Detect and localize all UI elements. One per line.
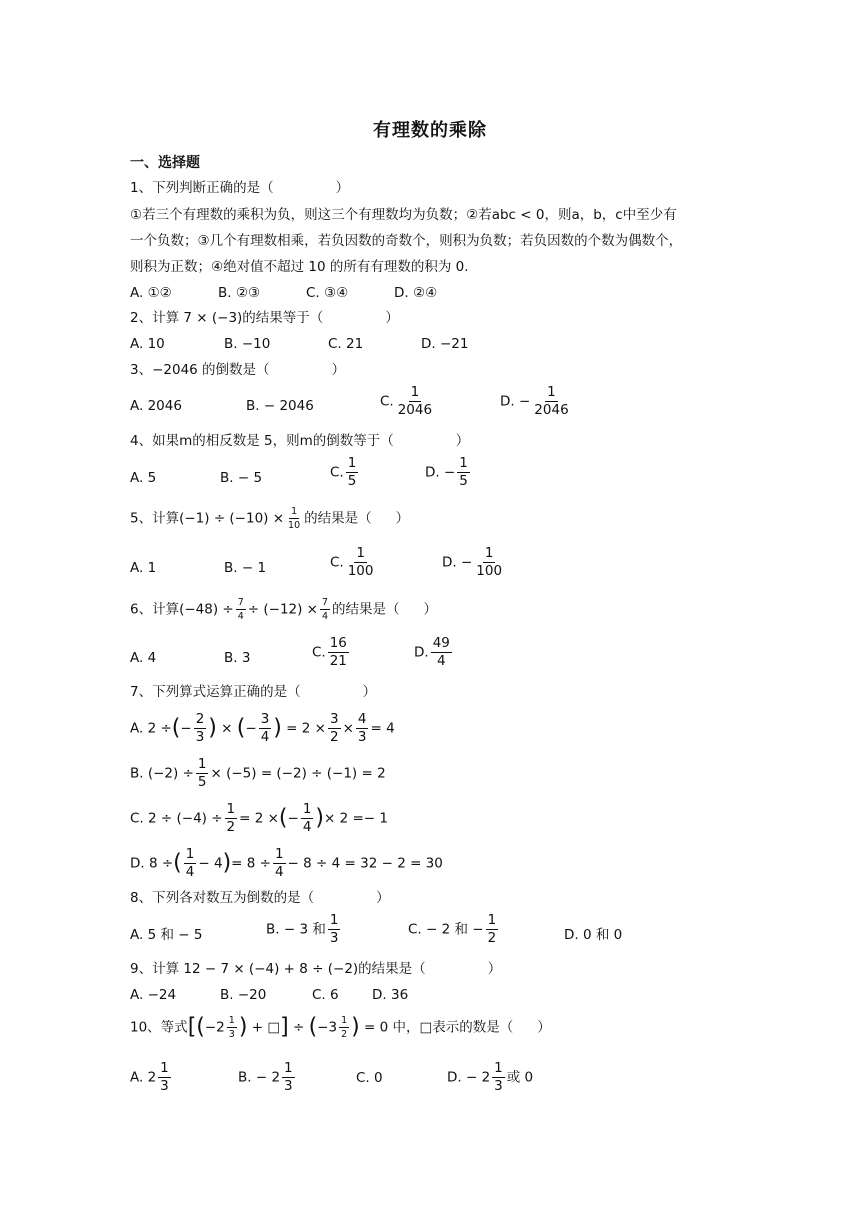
question-6-option-b[interactable]: B. 3 — [224, 650, 251, 666]
question-9-option-c[interactable]: C. 6 — [312, 987, 339, 1003]
question-4-option-a[interactable]: A. 5 — [130, 470, 157, 486]
fraction: $\frac{1}{3}$ — [160, 1060, 169, 1094]
fraction: $\frac{1}{4}$ — [274, 846, 284, 880]
fraction: $\frac{1}{3}$ — [228, 1015, 235, 1040]
question-9-option-a[interactable]: A. −24 — [130, 987, 177, 1003]
question-1-body-line: 则积为正数；④绝对值不超过 10 的所有有理数的积为 0. — [130, 259, 469, 275]
section-heading: 一、选择题 — [130, 155, 200, 171]
question-8-option-d[interactable]: D. 0 和 0 — [564, 927, 623, 943]
question-7-option-c[interactable]: C. 2 ÷ (−4) ÷ $\frac{1}{2}$ = 2 ×(− $\frac{1}{4}$ )× 2 =− 1 — [130, 801, 389, 835]
question-4-option-d[interactable]: D. − $\frac{1}{5}$ — [425, 455, 468, 489]
question-8-option-b[interactable]: B. − 3 和 $\frac{1}{3}$ — [266, 912, 339, 946]
fraction: $\frac{1}{5}$ — [197, 756, 207, 790]
fraction: $\frac{1}{100}$ — [476, 545, 503, 579]
question-7-option-b[interactable]: B. (−2) ÷ $\frac{1}{5}$ × (−5) = (−2) ÷ (−1) = 2 — [130, 756, 386, 790]
question-9-option-b[interactable]: B. −20 — [220, 987, 267, 1003]
question-1-body-line: ①若三个有理数的乘积为负，则这三个有理数均为负数；②若abc < 0，则a，b，c中至少有 — [130, 207, 677, 223]
fraction: $\frac{1}{5}$ — [459, 455, 468, 489]
question-4-stem: 4、如果m的相反数是 5，则m的倒数等于（ ） — [130, 433, 470, 449]
question-7-option-a[interactable]: A. 2 ÷(− $\frac{2}{3}$ ) × (− $\frac{3}{4}$ ) = 2 × $\frac{3}{2}$ × $\frac{4}{3}$ = 4 — [130, 711, 395, 745]
question-10-option-b[interactable]: B. − 2 $\frac{1}{3}$ — [238, 1060, 293, 1094]
question-5-option-b[interactable]: B. − 1 — [224, 560, 267, 576]
question-5-stem: 5、计算(−1) ÷ (−10) × $\frac{1}{10}$ 的结果是（ ） — [130, 506, 410, 531]
fraction: $\frac{1}{3}$ — [284, 1060, 293, 1094]
question-8-option-a[interactable]: A. 5 和 − 5 — [130, 927, 203, 943]
fraction: $\frac{4}{3}$ — [357, 711, 367, 745]
question-8-option-c[interactable]: C. − 2 和 − $\frac{1}{2}$ — [408, 912, 497, 946]
question-3-option-c[interactable]: C. $\frac{1}{2046}$ — [380, 384, 433, 418]
fraction: $\frac{1}{10}$ — [288, 506, 301, 531]
question-5-option-d[interactable]: D. − $\frac{1}{100}$ — [442, 545, 503, 579]
question-2-option-d[interactable]: D. −21 — [421, 336, 469, 352]
fraction: $\frac{1}{2046}$ — [397, 384, 433, 418]
question-4-option-b[interactable]: B. − 5 — [220, 470, 263, 486]
question-2-stem: 2、计算 7 × (−3)的结果等于（ ） — [130, 310, 399, 326]
question-10-option-d[interactable]: D. − 2 $\frac{1}{3}$ 或 0 — [447, 1060, 534, 1094]
question-2-option-a[interactable]: A. 10 — [130, 336, 165, 352]
question-2-option-c[interactable]: C. 21 — [328, 336, 364, 352]
fraction: $\frac{1}{2}$ — [226, 801, 236, 835]
question-1-stem: 1、下列判断正确的是（ ） — [130, 180, 350, 196]
fraction: $\frac{49}{4}$ — [432, 635, 450, 669]
question-5-option-a[interactable]: A. 1 — [130, 560, 157, 576]
page-title: 有理数的乘除 — [373, 120, 487, 141]
question-3-stem: 3、−2046 的倒数是（ ） — [130, 362, 346, 378]
question-3-option-d[interactable]: D. − $\frac{1}{2046}$ — [500, 384, 569, 418]
question-1-option-c[interactable]: C. ③④ — [306, 285, 349, 301]
question-6-stem: 6、计算(−48) ÷ $\frac{7}{4}$ ÷ (−12) × $\frac{7}{4}$ 的结果是（ ） — [130, 597, 438, 622]
fraction: $\frac{3}{4}$ — [260, 711, 270, 745]
question-7-option-d[interactable]: D. 8 ÷( $\frac{1}{4}$ − 4)= 8 ÷ $\frac{1}{4}$ − 8 ÷ 4 = 32 − 2 = 30 — [130, 846, 443, 880]
fraction: $\frac{1}{2}$ — [487, 912, 497, 946]
fraction: $\frac{3}{2}$ — [329, 711, 339, 745]
question-8-stem: 8、下列各对数互为倒数的是（ ） — [130, 890, 390, 906]
fraction: $\frac{7}{4}$ — [322, 597, 329, 622]
question-9-option-d[interactable]: D. 36 — [372, 987, 409, 1003]
question-6-option-d[interactable]: D. $\frac{49}{4}$ — [414, 635, 450, 669]
question-5-option-c[interactable]: C. $\frac{1}{100}$ — [330, 545, 374, 579]
question-4-option-c[interactable]: C. $\frac{1}{5}$ — [330, 455, 357, 489]
fraction: $\frac{1}{2}$ — [341, 1015, 348, 1040]
fraction: $\frac{1}{3}$ — [494, 1060, 503, 1094]
fraction: $\frac{16}{21}$ — [329, 635, 347, 669]
fraction: $\frac{1}{4}$ — [302, 801, 312, 835]
question-2-option-b[interactable]: B. −10 — [224, 336, 271, 352]
fraction: $\frac{2}{3}$ — [195, 711, 205, 745]
question-10-option-a[interactable]: A. 2 $\frac{1}{3}$ — [130, 1060, 169, 1094]
question-3-option-a[interactable]: A. 2046 — [130, 398, 182, 414]
question-7-stem: 7、下列算式运算正确的是（ ） — [130, 684, 377, 700]
question-6-option-c[interactable]: C. $\frac{16}{21}$ — [312, 635, 347, 669]
question-1-option-a[interactable]: A. ①② — [130, 285, 172, 301]
question-10-stem: 10、等式[(−2 $\frac{1}{3}$ ) + □] ÷ (−3 $\frac{1}{2}$ ) = 0 中，□表示的数是（ ） — [130, 1014, 551, 1040]
question-10-option-c[interactable]: C. 0 — [356, 1070, 383, 1086]
fraction: $\frac{7}{4}$ — [237, 597, 244, 622]
question-3-option-b[interactable]: B. − 2046 — [246, 398, 314, 414]
question-1-body-line: 一个负数；③几个有理数相乘，若负因数的奇数个，则积为负数；若负因数的个数为偶数个， — [130, 233, 683, 249]
fraction: $\frac{1}{5}$ — [347, 455, 357, 489]
question-1-option-b[interactable]: B. ②③ — [218, 285, 261, 301]
fraction: $\frac{1}{3}$ — [329, 912, 339, 946]
fraction: $\frac{1}{100}$ — [347, 545, 374, 579]
question-6-option-a[interactable]: A. 4 — [130, 650, 157, 666]
question-1-option-d[interactable]: D. ②④ — [394, 285, 438, 301]
question-9-stem: 9、计算 12 − 7 × (−4) + 8 ÷ (−2)的结果是（ ） — [130, 961, 502, 977]
fraction: $\frac{1}{4}$ — [185, 846, 195, 880]
fraction: $\frac{1}{2046}$ — [534, 384, 569, 418]
